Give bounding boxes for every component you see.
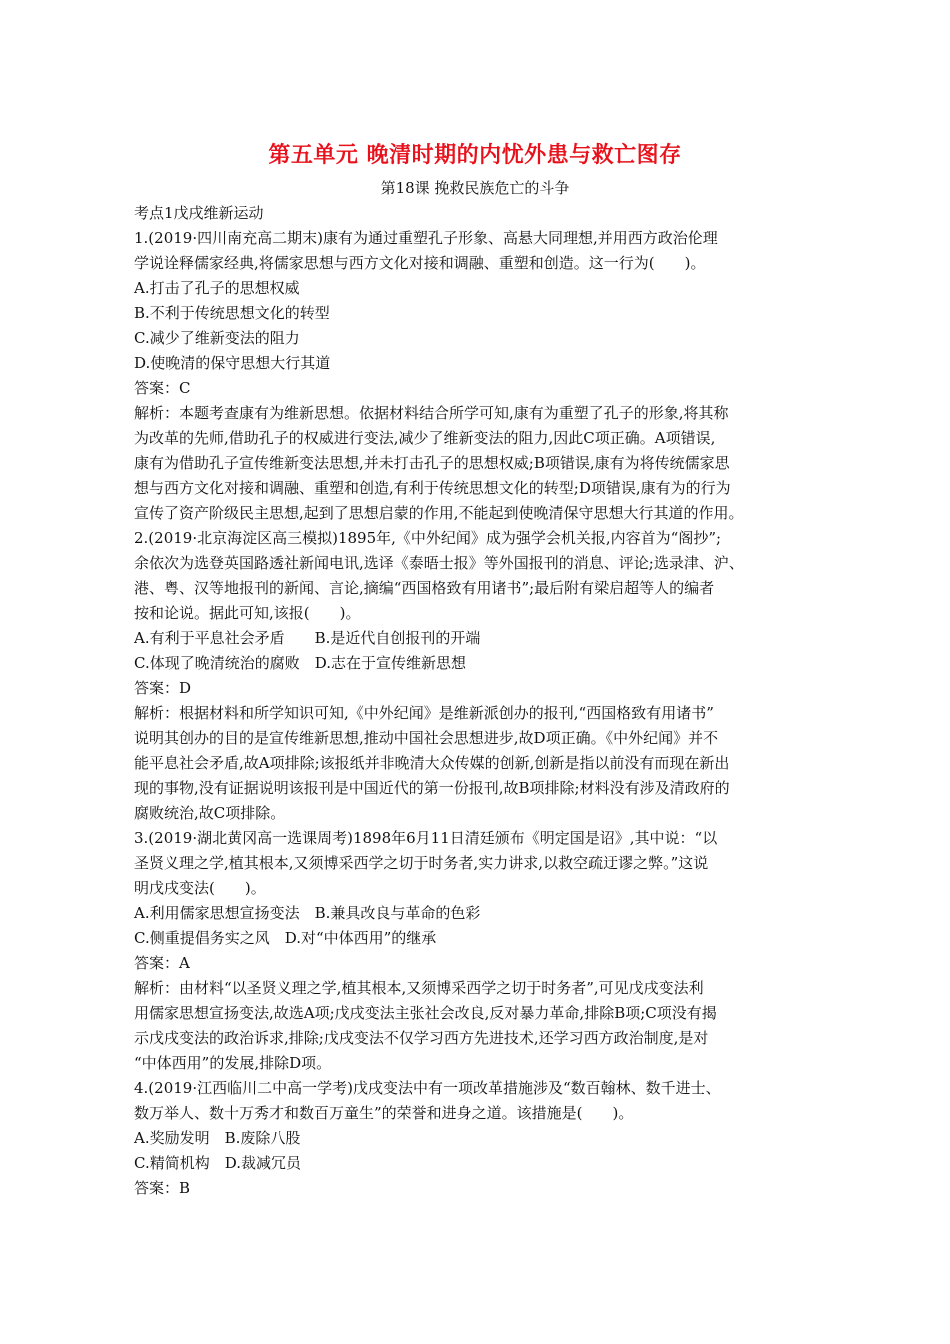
text-line: 考点1戊戌维新运动: [134, 204, 264, 222]
text-line: 按和论说。据此可知,该报( )。: [134, 604, 361, 622]
text-line: A.打击了孔子的思想权威: [134, 279, 300, 297]
text-line: 现的事物,没有证据说明该报刊是中国近代的第一份报刊,故B项排除;材料没有涉及清政府的: [134, 779, 730, 797]
text-line: 解析：由材料“以圣贤义理之学,植其根本,又须博采西学之切于时务者”,可见戊戌变法利: [134, 979, 704, 997]
text-line: 解析：根据材料和所学知识可知,《中外纪闻》是维新派创办的报刊,“西国格致有用诸书”: [134, 704, 714, 722]
text-line: C.体现了晚清统治的腐败 D.志在于宣传维新思想: [134, 654, 466, 672]
text-line: 3.(2019·湖北黄冈高一选课周考)1898年6月11日清廷颁布《明定国是诏》,其中说：“以: [134, 829, 718, 847]
text-line: 4.(2019·江西临川二中高一学考)戊戌变法中有一项改革措施涉及“数百翰林、数千进士、: [134, 1079, 721, 1097]
text-line: 答案：C: [134, 379, 191, 397]
text-line: 2.(2019·北京海淀区高三模拟)1895年,《中外纪闻》成为强学会机关报,内容首为“阁抄”;: [134, 529, 722, 547]
text-line: A.奖励发明 B.废除八股: [134, 1129, 301, 1147]
text-line: 能平息社会矛盾,故A项排除;该报纸并非晚清大众传媒的创新,创新是指以前没有而现在新出: [134, 754, 730, 772]
text-line: A.有利于平息社会矛盾 B.是近代自创报刊的开端: [134, 629, 481, 647]
lesson-title: 第18课 挽救民族危亡的斗争: [380, 179, 570, 197]
text-line: 康有为借助孔子宣传维新变法思想,并未打击孔子的思想权威;B项错误,康有为将传统儒家思: [134, 454, 730, 472]
text-line: 宣传了资产阶级民主思想,起到了思想启蒙的作用,不能起到使晚清保守思想大行其道的作用。: [134, 504, 744, 522]
text-line: “中体西用”的发展,排除D项。: [134, 1054, 332, 1072]
text-line: 答案：A: [134, 954, 190, 972]
text-line: 明戊戌变法( )。: [134, 879, 266, 897]
text-line: B.不利于传统思想文化的转型: [134, 304, 330, 322]
text-line: 圣贤义理之学,植其根本,又须博采西学之切于时务者,实力讲求,以救空疏迂谬之弊。”这说: [134, 854, 709, 872]
unit-title: 第五单元 晚清时期的内忧外患与救亡图存: [268, 143, 682, 168]
text-line: C.侧重提倡务实之风 D.对“中体西用”的继承: [134, 929, 437, 947]
text-line: 示戊戌变法的政治诉求,排除;戊戌变法不仅学习西方先进技术,还学习西方政治制度,是对: [134, 1029, 709, 1047]
text-line: 1.(2019·四川南充高二期末)康有为通过重塑孔子形象、高悬大同理想,并用西方政治伦理: [134, 229, 718, 247]
text-line: 为改革的先师,借助孔子的权威进行变法,减少了维新变法的阻力,因此C项正确。A项错误,: [134, 429, 716, 447]
text-line: 余依次为选登英国路透社新闻电讯,选译《泰晤士报》等外国报刊的消息、评论;选录津、沪、: [134, 554, 744, 572]
text-line: 用儒家思想宣扬变法,故选A项;戊戌变法主张社会改良,反对暴力革命,排除B项;C项没有揭: [134, 1004, 717, 1022]
text-line: D.使晚清的保守思想大行其道: [134, 354, 331, 372]
text-line: 想与西方文化对接和调融、重塑和创造,有利于传统思想文化的转型;D项错误,康有为的行为: [134, 479, 731, 497]
text-line: 解析：本题考查康有为维新思想。依据材料结合所学可知,康有为重塑了孔子的形象,将其称: [134, 404, 729, 422]
text-line: 说明其创办的目的是宣传维新思想,推动中国社会思想进步,故D项正确。《中外纪闻》并不: [134, 729, 719, 747]
text-line: 数万举人、数十万秀才和数百万童生”的荣誉和进身之道。该措施是( )。: [134, 1104, 634, 1122]
text-line: C.减少了维新变法的阻力: [134, 329, 300, 347]
text-line: 腐败统治,故C项排除。: [134, 804, 286, 822]
text-line: 学说诠释儒家经典,将儒家思想与西方文化对接和调融、重塑和创造。这一行为( )。: [134, 254, 706, 272]
text-line: A.利用儒家思想宣扬变法 B.兼具改良与革命的色彩: [134, 904, 481, 922]
text-line: 答案：B: [134, 1179, 191, 1197]
text-line: C.精简机构 D.裁减冗员: [134, 1154, 301, 1172]
document-body: [134, 201, 822, 1201]
text-line: 港、粤、汉等地报刊的新闻、言论,摘编“西国格致有用诸书”;最后附有梁启超等人的编者: [134, 579, 715, 597]
text-line: 答案：D: [134, 679, 192, 697]
